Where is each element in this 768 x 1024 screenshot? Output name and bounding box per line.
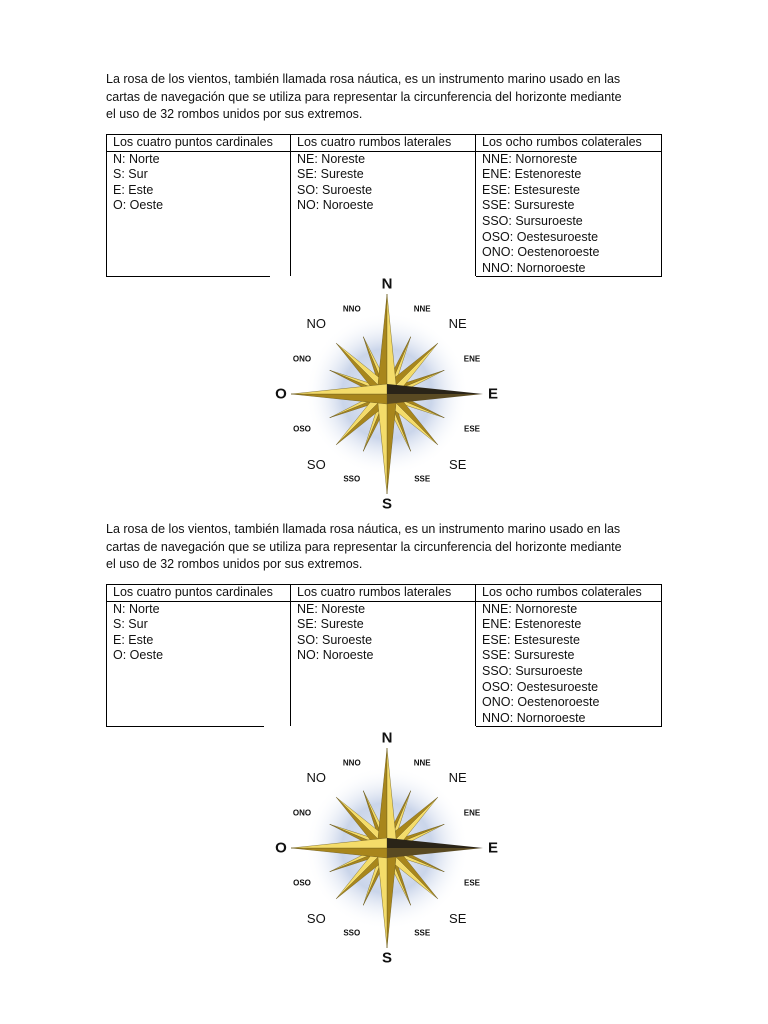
- paragraph-line: La rosa de los vientos, también llamada rosa náutica, es un instrumento marino usado en las: [106, 522, 621, 536]
- paragraph-line: el uso de 32 rombos unidos por sus extremos.: [106, 107, 363, 121]
- colateral-item: SSO: Sursuroeste: [482, 663, 583, 678]
- compass-label-s: S: [381, 949, 393, 967]
- intro-paragraph-1: [106, 71, 666, 124]
- cardinal-item: S: Sur: [113, 617, 148, 632]
- header-colaterales: Los ocho rumbos colaterales: [476, 135, 662, 152]
- colateral-item: OSO: Oestesuroeste: [482, 229, 599, 244]
- cardinal-item: O: Oeste: [113, 648, 164, 663]
- paragraph-line: cartas de navegación que se utiliza para representar la circunferencia del horizonte mediante: [106, 539, 622, 554]
- compass-label-ono: ONO: [292, 808, 312, 818]
- wind-rose-figure-1: [262, 274, 512, 514]
- rumbos-table-2: [106, 584, 662, 726]
- compass-label-ene: ENE: [463, 808, 481, 818]
- cardinal-item: E: Este: [113, 182, 154, 197]
- lateral-item: SO: Suroeste: [297, 182, 373, 197]
- colateral-item: SSE: Sursureste: [482, 648, 575, 663]
- lateral-item: NO: Noroeste: [297, 648, 374, 663]
- header-cardinales: Los cuatro puntos cardinales: [107, 585, 291, 602]
- compass-label-e: E: [487, 385, 499, 403]
- colateral-item: NNE: Nornoreste: [482, 151, 578, 166]
- compass-label-so: SO: [306, 911, 326, 927]
- compass-label-se: SE: [449, 911, 467, 927]
- compass-label-oso: OSO: [293, 424, 311, 434]
- compass-label-ese: ESE: [463, 424, 481, 434]
- table-bottom-border: [106, 726, 264, 727]
- rumbos-table-1: [106, 134, 662, 276]
- lateral-item: NO: Noroeste: [297, 198, 374, 213]
- compass-label-nne: NNE: [413, 304, 431, 314]
- compass-label-no: NO: [306, 769, 327, 785]
- header-laterales: Los cuatro rumbos laterales: [291, 135, 476, 152]
- cardinal-item: N: Norte: [113, 151, 160, 166]
- compass-label-o: O: [275, 839, 287, 857]
- compass-label-ne: NE: [448, 315, 467, 331]
- wind-rose-figure-2: [262, 726, 512, 970]
- colateral-item: ONO: Oestenoroeste: [482, 695, 600, 710]
- cell-cardinales: [107, 151, 291, 276]
- compass-label-sse: SSE: [414, 474, 431, 484]
- cell-colaterales: [476, 151, 662, 276]
- colateral-item: SSE: Sursureste: [482, 198, 575, 213]
- cell-colaterales: [476, 601, 662, 726]
- compass-label-n: N: [381, 729, 393, 747]
- compass-label-ne: NE: [448, 769, 467, 785]
- compass-label-ene: ENE: [463, 354, 481, 364]
- cardinal-item: E: Este: [113, 632, 154, 647]
- colateral-item: NNO: Nornoroeste: [482, 710, 586, 725]
- compass-label-so: SO: [306, 457, 326, 473]
- compass-label-sso: SSO: [343, 474, 361, 484]
- colateral-item: ESE: Estesureste: [482, 182, 580, 197]
- lateral-item: SO: Suroeste: [297, 632, 373, 647]
- compass-label-e: E: [487, 839, 499, 857]
- header-cardinales: Los cuatro puntos cardinales: [107, 135, 291, 152]
- intro-paragraph-2: [106, 521, 666, 574]
- colateral-item: ENE: Estenoreste: [482, 167, 582, 182]
- colateral-item: ENE: Estenoreste: [482, 617, 582, 632]
- compass-label-nne: NNE: [413, 758, 431, 768]
- paragraph-line: La rosa de los vientos, también llamada rosa náutica, es un instrumento marino usado en las: [106, 72, 621, 86]
- colateral-item: NNO: Nornoroeste: [482, 260, 586, 275]
- compass-label-s: S: [381, 495, 393, 513]
- paragraph-line: cartas de navegación que se utiliza para representar la circunferencia del horizonte mediante: [106, 89, 622, 104]
- colateral-item: NNE: Nornoreste: [482, 601, 578, 616]
- compass-label-o: O: [275, 385, 287, 403]
- compass-label-sso: SSO: [343, 928, 361, 938]
- header-colaterales: Los ocho rumbos colaterales: [476, 585, 662, 602]
- compass-label-nno: NNO: [342, 304, 361, 314]
- compass-label-oso: OSO: [293, 878, 311, 888]
- lateral-item: SE: Sureste: [297, 167, 364, 182]
- compass-label-ono: ONO: [292, 354, 312, 364]
- compass-label-nno: NNO: [342, 758, 361, 768]
- colateral-item: ESE: Estesureste: [482, 632, 580, 647]
- lateral-item: SE: Sureste: [297, 617, 364, 632]
- cell-laterales: [291, 151, 476, 276]
- table-bottom-border: [106, 276, 270, 277]
- paragraph-line: el uso de 32 rombos unidos por sus extremos.: [106, 557, 363, 571]
- cardinal-item: N: Norte: [113, 601, 160, 616]
- compass-label-n: N: [381, 275, 393, 293]
- colateral-item: ONO: Oestenoroeste: [482, 245, 600, 260]
- lateral-item: NE: Noreste: [297, 601, 366, 616]
- compass-label-sse: SSE: [414, 928, 431, 938]
- cardinal-item: O: Oeste: [113, 198, 164, 213]
- colateral-item: SSO: Sursuroeste: [482, 213, 583, 228]
- compass-label-ese: ESE: [463, 878, 481, 888]
- cardinal-item: S: Sur: [113, 167, 148, 182]
- colateral-item: OSO: Oestesuroeste: [482, 679, 599, 694]
- cell-laterales: [291, 601, 476, 726]
- header-laterales: Los cuatro rumbos laterales: [291, 585, 476, 602]
- compass-label-se: SE: [449, 457, 467, 473]
- lateral-item: NE: Noreste: [297, 151, 366, 166]
- compass-label-no: NO: [306, 315, 327, 331]
- cell-cardinales: [107, 601, 291, 726]
